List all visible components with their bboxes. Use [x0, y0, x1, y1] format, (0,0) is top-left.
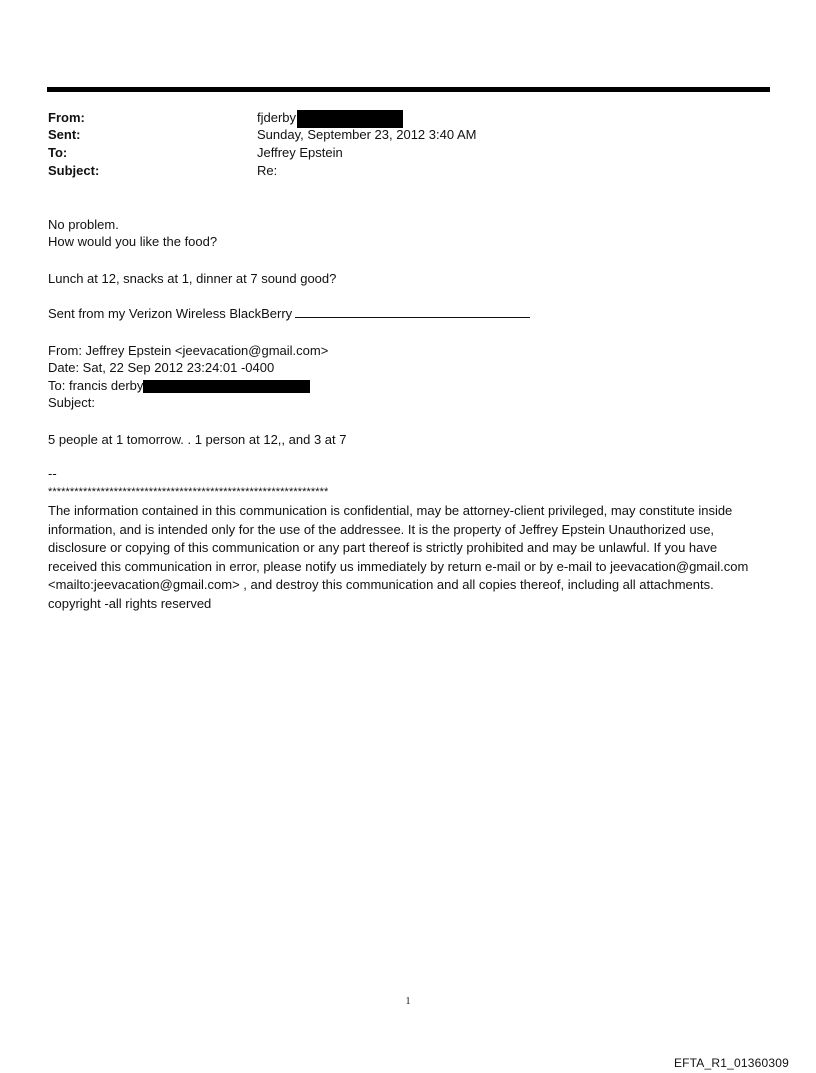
to-row	[48, 144, 768, 162]
redaction-box	[143, 380, 310, 393]
signature-rule	[295, 305, 530, 318]
page-number: 1	[405, 996, 411, 1007]
sent-row	[48, 126, 768, 144]
signature-text: Sent from my Verizon Wireless BlackBerry	[48, 306, 293, 321]
from-sender-text: fjderby	[257, 110, 297, 125]
quoted-subject: Subject:	[48, 395, 95, 410]
quoted-to-text: To: francis derby	[48, 378, 144, 393]
signature-line	[48, 305, 530, 323]
redaction-box	[297, 110, 403, 128]
body-line: Lunch at 12, snacks at 1, dinner at 7 sound good?	[48, 271, 337, 286]
to-value: Jeffrey Epstein	[257, 145, 343, 160]
separator-dashes: --	[48, 466, 57, 481]
body-line: No problem.	[48, 217, 119, 232]
from-row	[48, 109, 768, 127]
subject-value: Re:	[257, 163, 278, 178]
separator-stars: ****************************************************************	[48, 486, 329, 498]
document-id: EFTA_R1_01360309	[673, 1056, 789, 1070]
quoted-to	[48, 377, 310, 395]
from-label: From:	[48, 110, 85, 125]
body-line: How would you like the food?	[48, 234, 218, 249]
sent-label: Sent:	[48, 127, 81, 142]
to-label: To:	[48, 145, 68, 160]
quoted-date: Date: Sat, 22 Sep 2012 23:24:01 -0400	[48, 360, 275, 375]
from-value	[257, 109, 403, 128]
quoted-message: 5 people at 1 tomorrow. . 1 person at 12,, and 3 at 7	[48, 432, 347, 447]
sent-value: Sunday, September 23, 2012 3:40 AM	[257, 127, 477, 142]
confidentiality-disclaimer: The information contained in this communication is confidential, may be attorney-client privileged, may constitute inside information, and is intended only for the use of the addressee. It is the property of Jeffrey Epstein Unauthorized use, disclosure or copying of this communication or any part thereof is strictly prohibited and may be unlawful. If you have received this communication in error, please notify us immediately by return e-mail or by e-mail to jeevacation@gmail.com <mailto:jeevacation@gmail.com> , and destroy this communication and all copies thereof, including all attachments. copyright -all rights reserved	[48, 503, 749, 611]
quoted-from: From: Jeffrey Epstein <jeevacation@gmail.com>	[48, 343, 329, 358]
subject-row	[48, 162, 768, 180]
header-divider	[47, 87, 770, 92]
subject-label: Subject:	[48, 163, 100, 178]
